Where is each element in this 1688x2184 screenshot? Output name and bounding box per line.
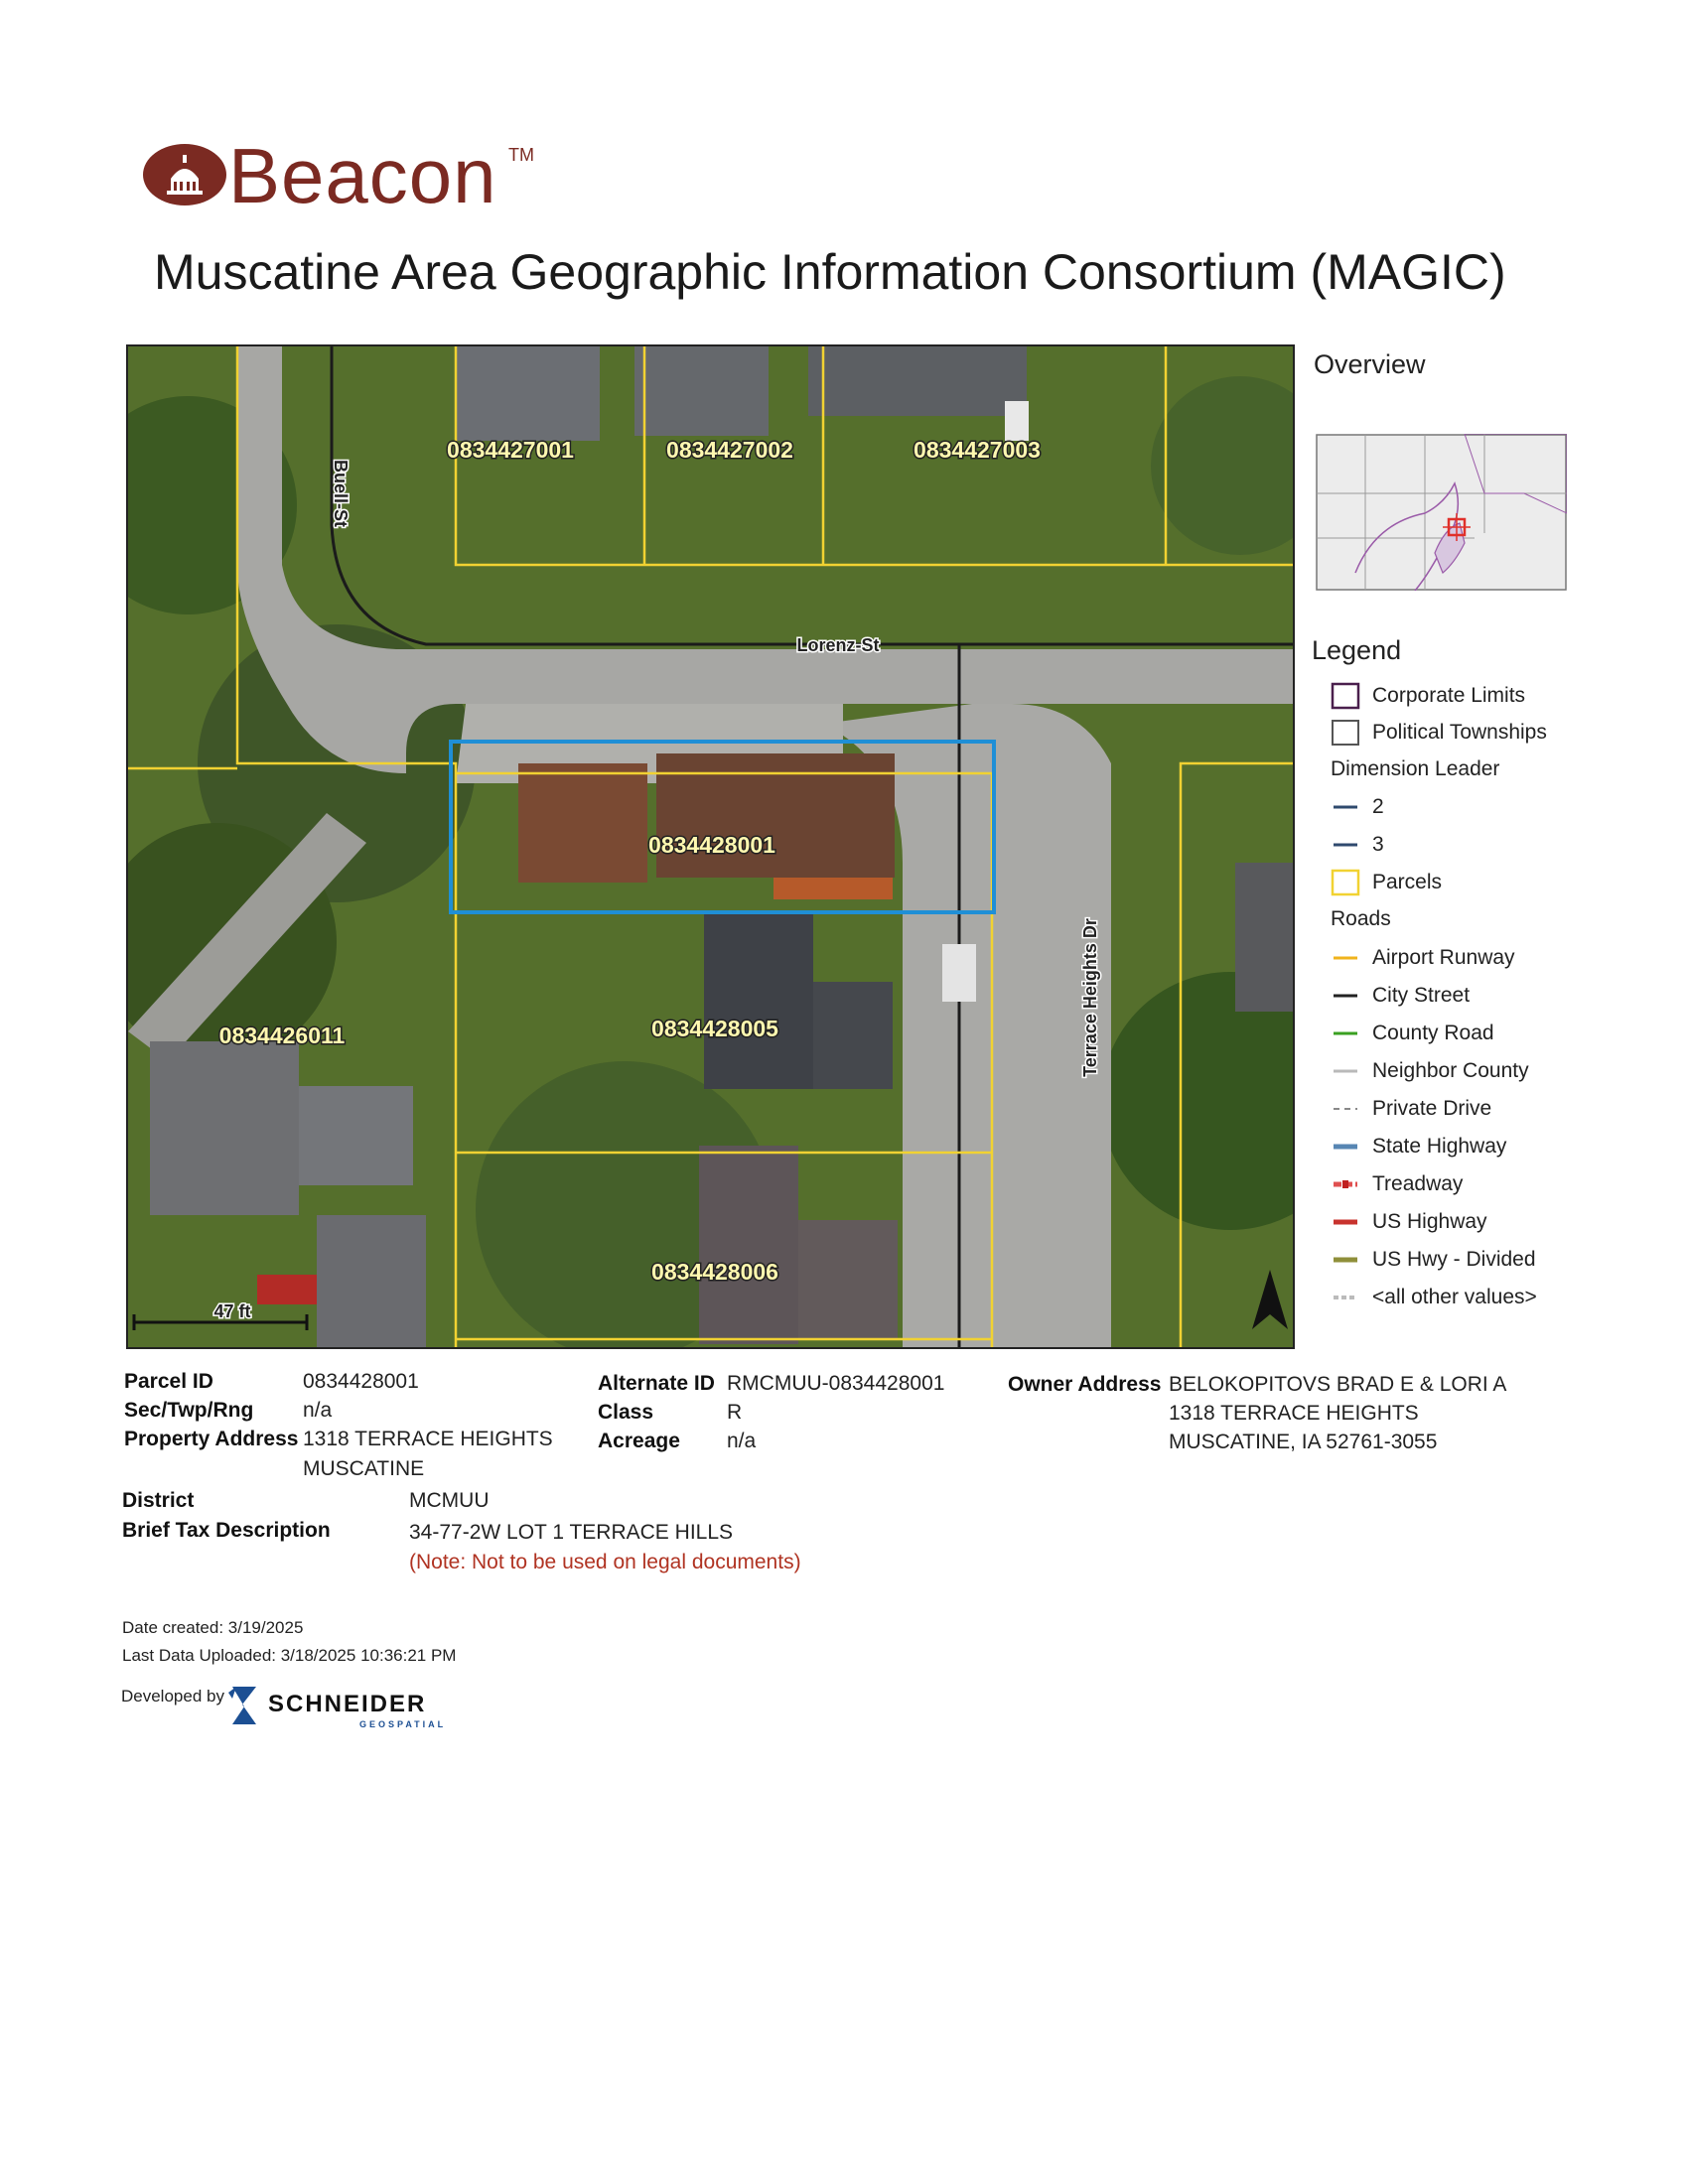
road-label-terrace: Terrace Heights Dr [1080,918,1100,1077]
class-value: R [727,1401,743,1424]
house-roof [150,1041,299,1215]
last-data-uploaded: Last Data Uploaded: 3/18/2025 10:36:21 PM [122,1646,457,1665]
schneider-wordmark: SCHNEIDER [268,1691,427,1717]
tax-description-value: 34-77-2W LOT 1 TERRACE HILLS [409,1521,734,1544]
parcel-label[interactable]: 0834428006 [651,1259,778,1285]
tax-description-label: Brief Tax Description [122,1519,331,1542]
class-label: Class [598,1401,654,1424]
house-roof [808,346,1027,416]
scale-label: 47 ft [213,1301,251,1321]
house-roof [299,1086,413,1185]
house-roof [704,910,813,1089]
house-roof [1235,863,1295,1012]
aerial-map-canvas[interactable] [128,346,1295,1349]
house-roof [518,763,647,883]
capitol-dome-icon [141,141,228,206]
legend-item-neighbor-county: Neighbor County [1331,1056,1529,1086]
house-roof [634,346,769,436]
dashed-line-icon [1331,1095,1360,1123]
geospatial-wordmark: GEOSPATIAL [359,1719,447,1729]
developed-by-label: Developed by [121,1687,224,1706]
alternate-id-label: Alternate ID [598,1372,715,1395]
parcel-label[interactable]: 0834428005 [651,1016,778,1041]
owner-name: BELOKOPITOVS BRAD E & LORI A [1169,1373,1507,1396]
house-roof [456,346,600,441]
line-icon [1331,831,1360,859]
parcel-label[interactable]: 0834427001 [447,437,574,463]
overview-map[interactable] [1316,434,1567,591]
line-icon [1331,793,1360,821]
house-roof [317,1215,426,1349]
road-label-lorenz: Lorenz-St [796,635,880,655]
square-outline-icon [1331,682,1360,710]
legend-heading-dimension-leader: Dimension Leader [1331,757,1500,780]
overview-title: Overview [1314,349,1426,379]
square-outline-icon [1331,719,1360,747]
legend-item-us-hwy-divided: US Hwy - Divided [1331,1245,1536,1275]
logo-wordmark: Beacon [228,132,497,219]
legend-item-private-drive: Private Drive [1331,1094,1491,1124]
parked-car [942,944,976,1002]
line-icon [1331,982,1360,1010]
legend-item-county-road: County Road [1331,1019,1494,1048]
parked-car [1005,401,1029,441]
legend-title: Legend [1312,635,1402,665]
alternate-id-value: RMCMUU-0834428001 [727,1372,945,1395]
legend-item-political-townships: Political Townships [1331,718,1547,748]
owner-address-label: Owner Address [1008,1373,1162,1396]
line-icon [1331,1057,1360,1085]
road-label-buell: Buell-St [331,459,351,528]
beacon-logo [141,132,558,219]
district-value: MCMUU [409,1489,490,1512]
acreage-value: n/a [727,1430,757,1452]
legend-item-dim-2: 2 [1331,792,1384,822]
legend-item-all-other: <all other values> [1331,1283,1537,1312]
legend-item-corporate-limits: Corporate Limits [1331,681,1525,711]
acreage-label: Acreage [598,1430,680,1452]
legend-item-treadway: Treadway [1331,1169,1463,1199]
owner-street: 1318 TERRACE HEIGHTS [1169,1402,1419,1425]
dashed-line-icon [1331,1284,1360,1311]
house-roof [798,1220,898,1339]
red-vehicle [257,1275,317,1304]
house-roof [813,982,893,1089]
property-address-line2: MUSCATINE [303,1457,425,1480]
parcel-label[interactable]: 0834426011 [218,1023,346,1048]
house-roof [699,1146,798,1344]
sec-twp-rng-value: n/a [303,1399,333,1422]
property-address-label: Property Address [124,1428,299,1450]
legend-heading-roads: Roads [1331,907,1391,930]
parcel-label[interactable]: 0834427002 [666,437,793,463]
sec-twp-rng-label: Sec/Twp/Rng [124,1399,254,1422]
district-label: District [122,1489,195,1512]
legend-item-parcels: Parcels [1331,868,1442,897]
line-icon [1331,1246,1360,1274]
property-address-line1: 1318 TERRACE HEIGHTS [303,1428,553,1450]
schneider-logo-icon [226,1683,260,1728]
legend-item-city-street: City Street [1331,981,1470,1011]
logo-trademark: TM [508,145,534,165]
line-icon [1331,1133,1360,1160]
legal-note: (Note: Not to be used on legal documents) [409,1551,801,1573]
parcel-id-label: Parcel ID [124,1370,213,1393]
parcel-id-value: 0834428001 [303,1370,419,1393]
legend-item-airport-runway: Airport Runway [1331,943,1515,973]
owner-city: MUSCATINE, IA 52761-3055 [1169,1431,1438,1453]
legend-item-us-highway: US Highway [1331,1207,1487,1237]
line-icon [1331,1208,1360,1236]
parcel-label-selected[interactable]: 0834428001 [648,832,775,858]
line-icon [1331,944,1360,972]
date-created: Date created: 3/19/2025 [122,1618,304,1637]
parcel-map[interactable] [126,344,1295,1349]
line-icon [1331,1170,1360,1198]
parcel-label[interactable]: 0834427003 [914,437,1041,463]
legend-item-dim-3: 3 [1331,830,1384,860]
legend-item-state-highway: State Highway [1331,1132,1506,1161]
line-icon [1331,1020,1360,1047]
garden-bed [774,878,893,899]
square-outline-icon [1331,869,1360,896]
page-title: Muscatine Area Geographic Information Consortium (MAGIC) [154,244,1506,300]
